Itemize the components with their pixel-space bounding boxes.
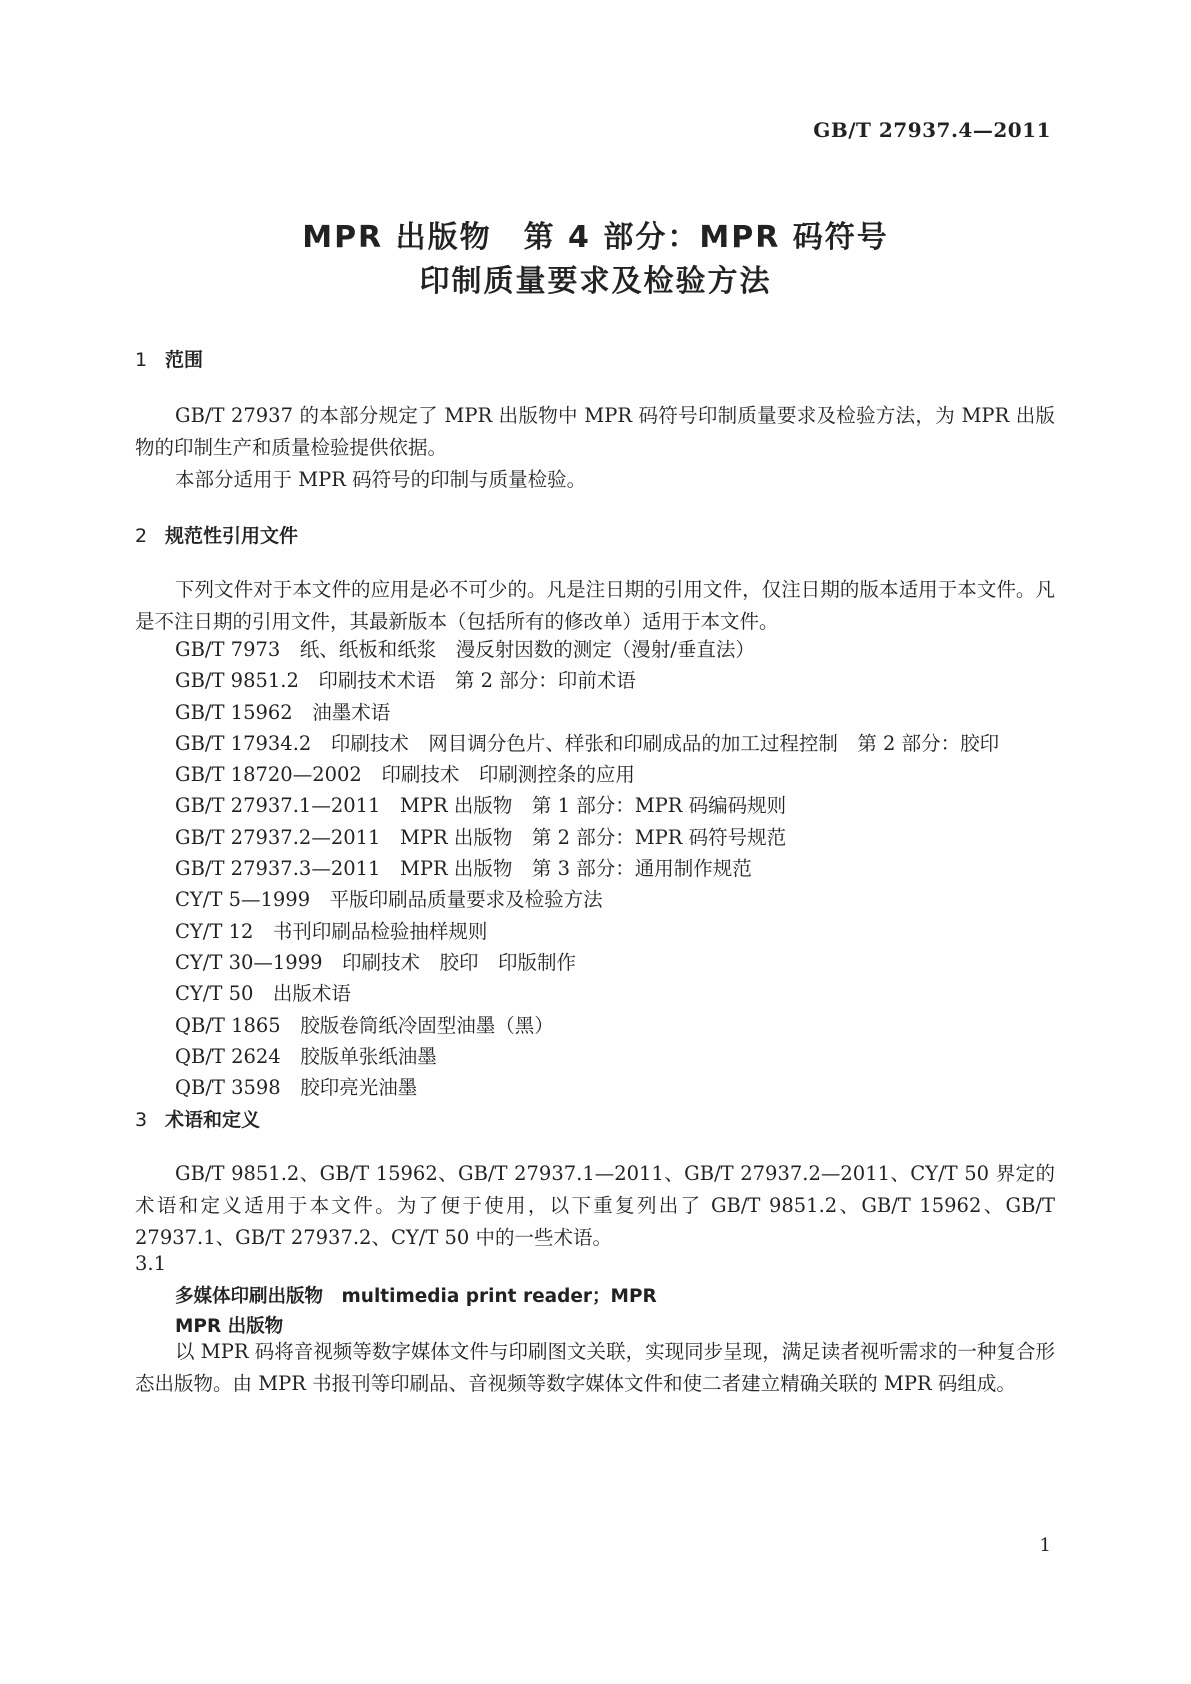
section-title: 术语和定义 [165,1109,261,1131]
title-line-2: 印制质量要求及检验方法 [419,264,772,299]
reference-item: GB/T 27937.1—2011 MPR 出版物 第 1 部分：MPR 码编码规则 [175,794,787,818]
reference-item: CY/T 5—1999 平版印刷品质量要求及检验方法 [175,888,603,912]
reference-item: GB/T 9851.2 印刷技术术语 第 2 部分：印前术语 [175,669,636,693]
paragraph: 下列文件对于本文件的应用是必不可少的。凡是注日期的引用文件，仅注日期的版本适用于本文件。凡是不注日期的引用文件，其最新版本（包括所有的修改单）适用于本文件。 [135,578,1055,633]
paragraph: 本部分适用于 MPR 码符号的印制与质量检验。 [175,468,587,491]
reference-item: CY/T 12 书刊印刷品检验抽样规则 [175,919,488,943]
reference-item: QB/T 1865 胶版卷筒纸冷固型油墨（黑） [175,1013,554,1037]
reference-item: CY/T 30—1999 印刷技术 胶印 印版制作 [175,950,577,974]
section-title: 范围 [165,349,204,371]
section-2-heading [135,521,298,548]
page-number: 1 [1039,1535,1051,1556]
reference-item: QB/T 3598 胶印亮光油墨 [175,1076,418,1100]
term-synonym: MPR 出版物 [175,1316,284,1337]
term-definition [135,1336,1055,1400]
section-number: 3 [135,1109,148,1131]
section-number: 1 [135,349,148,371]
section-number: 2 [135,525,148,547]
reference-item: GB/T 15962 油墨术语 [175,700,391,724]
reference-item: QB/T 2624 胶版单张纸油墨 [175,1044,437,1068]
reference-item: GB/T 27937.3—2011 MPR 出版物 第 3 部分：通用制作规范 [175,857,752,881]
reference-item: GB/T 27937.2—2011 MPR 出版物 第 2 部分：MPR 码符号规范 [175,825,787,849]
paragraph: GB/T 9851.2、GB/T 15962、GB/T 27937.1—2011、GB/T 27937.2—2011、CY/T 50 界定的术语和定义适用于本文件。为了便于使用，以下重复列出了 GB/T 9851.2、GB/T 15962、GB/T 27937.1、GB/T 27937.2、CY/T 50 中的一些术语。 [135,1162,1055,1249]
reference-item: GB/T 18720—2002 印刷技术 印刷测控条的应用 [175,763,635,787]
paragraph: GB/T 27937 的本部分规定了 MPR 出版物中 MPR 码符号印制质量要求及检验方法，为 MPR 出版物的印制生产和质量检验提供依据。 [135,404,1055,459]
normative-references-list [175,634,999,1103]
reference-item: GB/T 17934.2 印刷技术 网目调分色片、样张和印刷成品的加工过程控制 第 2 部分：胶印 [175,731,1000,755]
term-number: 3.1 [135,1252,167,1275]
section-1-heading [135,345,203,372]
section-2-intro [135,574,1055,638]
paragraph: 以 MPR 码将音视频等数字媒体文件与印刷图文关联，实现同步呈现，满足读者视听需求的一种复合形态出版物。由 MPR 书报刊等印刷品、音视频等数字媒体文件和使二者建立精确关联的 MPR 码组成。 [135,1340,1055,1395]
section-1-body [135,400,1055,496]
section-title: 规范性引用文件 [165,525,299,547]
title-line-1: MPR 出版物 第 4 部分：MPR 码符号 [302,220,889,255]
document-number: GB/T 27937.4—2011 [813,118,1051,142]
section-3-intro [135,1158,1055,1254]
section-3-heading [135,1105,260,1132]
reference-item: CY/T 50 出版术语 [175,982,351,1006]
reference-item: GB/T 7973 纸、纸板和纸浆 漫反射因数的测定（漫射/垂直法） [175,638,755,661]
term-name: 多媒体印刷出版物 multimedia print reader；MPR [175,1286,657,1307]
